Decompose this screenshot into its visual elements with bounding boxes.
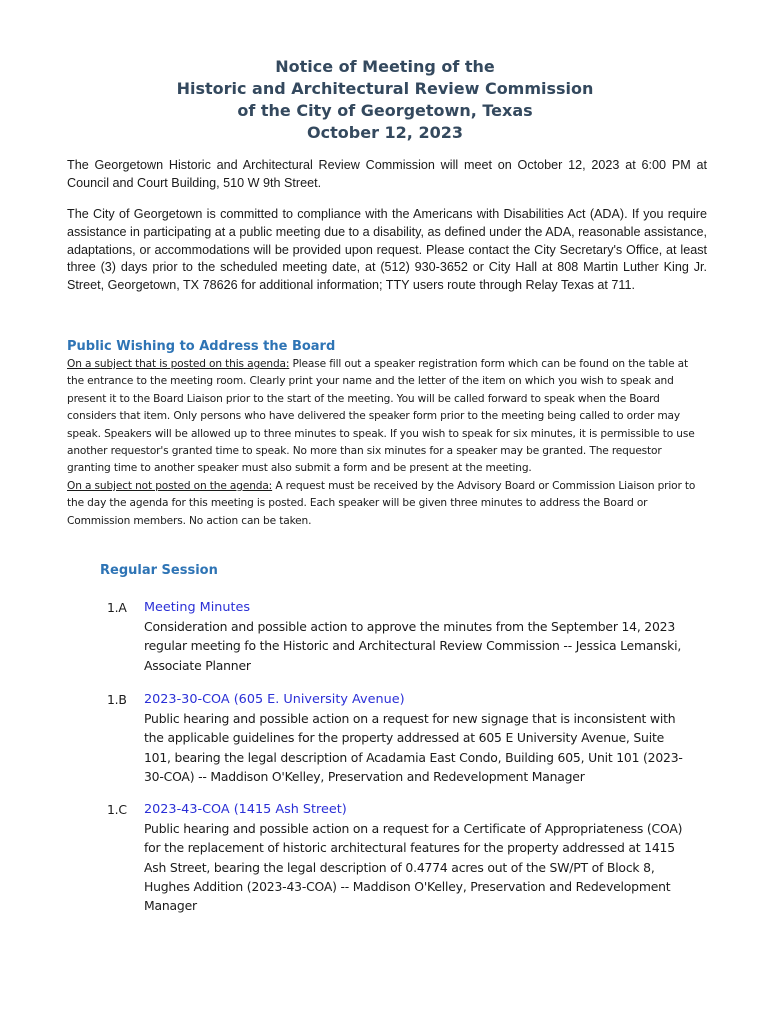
item-description: Public hearing and possible action on a request for new signage that is inconsistent with the applicable guidelines for the property addressed at 605 E University Avenue, Suite 101, bearing the legal description of Acadamia East Condo, Building 605, Unit 101 (2023-30-COA) -- Maddison O'Kelley, Preservation and Redevelopment Manager (144, 711, 683, 784)
posted-subject-text: Please fill out a speaker registration form which can be found on the table at the entrance to the meeting room. Clearly print your name and the letter of the item on which you wish to speak and present it to the Board Liaison prior to the start of the meeting. You will be called forward to speak when the Board considers that item. Only persons who have delivered the speaker form prior to the meeting being called to order may speak. Speakers will be allowed up to three minutes to speak. If you wish to speak for six minutes, it is permissible to use another requestor's granted time to speak. No more than six minutes for a speaker may be granted. The requestor granting time to another speaker must also submit a form and be present at the meeting. (67, 358, 695, 475)
page-title (0, 56, 770, 144)
not-posted-subject-label: On a subject not posted on the agenda: (67, 479, 273, 492)
item-number: 1.B (107, 692, 127, 707)
item-number: 1.A (107, 600, 127, 615)
title-date: October 12, 2023 (307, 123, 463, 142)
item-description: Consideration and possible action to approve the minutes from the September 14, 2023 regular meeting fo the Historic and Architectural Review Commission -- Jessica Lemanski, Associate Planner (144, 619, 682, 673)
item-description: Public hearing and possible action on a request for a Certificate of Appropriateness (COA) for the replacement of historic architectural features for the property addressed at 1415 Ash Street, bearing the legal description of 0.4774 acres out of the SW/PT of Block 8, Hughes Addition (2023-43-COA) -- Maddison O'Kelley, Preservation and Redevelopment Manager (144, 821, 683, 914)
item-number: 1.C (107, 802, 127, 817)
regular-session-heading: Regular Session (100, 563, 218, 578)
title-line-2: Historic and Architectural Review Commission (176, 79, 594, 98)
public-address-body (67, 356, 707, 530)
item-title-link[interactable]: 2023-43-COA (1415 Ash Street) (144, 802, 347, 817)
not-posted-subject-text: A request must be received by the Advisory Board or Commission Liaison prior to the day the agenda for this meeting is posted. Each speaker will be given three minutes to address the Board or Commission members. No action can be taken. (67, 479, 696, 527)
item-title-link[interactable]: Meeting Minutes (144, 600, 251, 615)
meeting-location-paragraph: The Georgetown Historic and Architectural Review Commission will meet on October 12, 2023 at 6:00 PM at Council and Court Building, 510 W 9th Street. (67, 158, 707, 190)
public-address-heading: Public Wishing to Address the Board (67, 339, 336, 354)
posted-subject-label: On a subject that is posted on this agenda: (67, 358, 290, 370)
ada-paragraph: The City of Georgetown is committed to compliance with the Americans with Disabilities Act (ADA). If you require assistance in participating at a public meeting due to a disability, as defined under the ADA, reasonable assistance, adaptations, or accommodations will be provided upon request. Please contact the City Secretary's Office, at least three (3) days prior to the scheduled meeting date, at (512) 930-3652 or City Hall at 808 Martin Luther King Jr. Street, Georgetown, TX 78626 for additional information; TTY users route through Relay Texas at 711. (67, 207, 707, 293)
item-title-link[interactable]: 2023-30-COA (605 E. University Avenue) (144, 692, 405, 707)
title-line-1: Notice of Meeting of the (275, 57, 495, 76)
title-line-3: of the City of Georgetown, Texas (237, 101, 533, 120)
